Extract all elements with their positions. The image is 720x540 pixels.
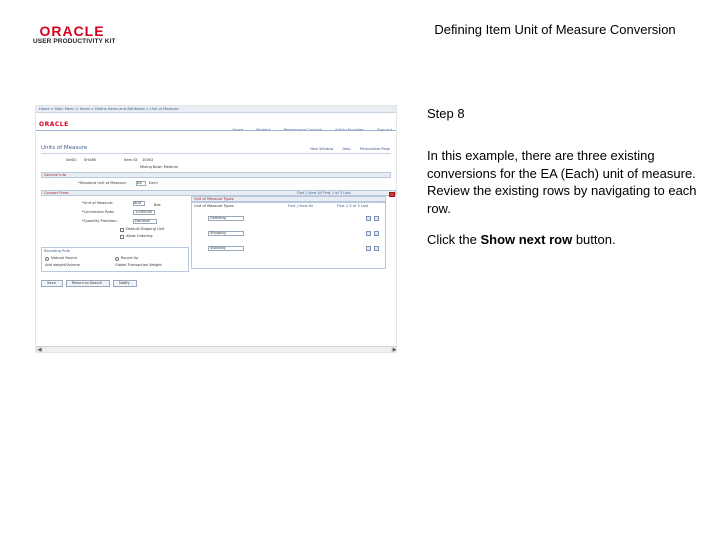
return-label: Return to Search [72,281,103,285]
setid-value: SHARE [84,158,97,162]
natural-round-radio[interactable] [45,257,49,261]
divider [36,130,397,131]
grid-nav[interactable]: Find | View All [288,204,313,208]
rounding-rule-box [41,247,189,272]
app-screenshot [35,105,397,353]
round-up-radio[interactable] [115,257,119,261]
std-uom-label: *Standard Unit of Measure: [78,181,127,185]
action-target: Show next row [480,232,573,247]
conv-rate-label: *Conversion Rate: [82,210,115,214]
natural-round-label: Natural Round [51,256,77,260]
breadcrumb-bar [36,106,397,113]
slide-title: Defining Item Unit of Measure Conversion [434,22,676,37]
setid-label: SetID: [66,158,77,162]
general-info-header [41,172,391,178]
round-up-label: Round Up [121,256,139,260]
itemid-value: 10002 [142,158,154,162]
convert-nav[interactable]: Find | View All First 1 of 3 Last [297,191,351,195]
allow-ordering-label: Allow Ordering [126,234,153,238]
grid-row-value: Ordering [210,216,226,220]
add-row-icon[interactable] [366,246,371,251]
action-suffix: button. [572,232,616,247]
uom-label: *Unit of Measure: [82,201,114,205]
std-uom-value: EA [137,181,142,185]
return-to-search-button[interactable] [66,280,110,287]
action-prefix: Click the [427,232,481,247]
delete-row-icon[interactable] [374,246,379,251]
app-brand: ORACLE [39,121,69,128]
grid-subtitle: Unit of Measure Types [194,204,234,208]
grid-title: Unit of Measure Types [194,197,234,201]
divider [41,153,391,154]
scroll-left-icon[interactable]: ◀ [37,347,42,353]
global-nav [224,116,392,135]
new-window-link[interactable]: New Window [310,147,334,151]
add-row-icon[interactable] [366,231,371,236]
oracle-upk-logo [33,24,123,48]
save-label: Save [47,281,56,285]
default-shipping-label: Default Shipping Unit [126,227,165,231]
breadcrumb[interactable]: Home > Main Menu > Items > Define Items and Attributes > Unit of Measure [39,107,179,111]
qty-precision-label: *Quantity Precision: [82,219,118,223]
grid-count[interactable]: First 1-3 of 3 Last [337,204,369,208]
uom-desc: Box [154,203,161,207]
rounding-title: Rounding Rule [44,249,70,253]
delete-row-icon[interactable] [374,231,379,236]
help-link[interactable]: Help [342,147,351,151]
rounding-desc-1: Add weight/Volume [45,263,80,267]
uom-value: BOX [134,201,142,205]
action-text [427,231,697,249]
logo-tagline: USER PRODUCTIVITY KIT [33,38,116,45]
instruction-text: In this example, there are three existing conversions for the EA (Each) unit of measure. Review the existing rows by navigating to each row. [427,148,697,216]
page-links [306,135,390,154]
item-description: Mixing Bowl, Medium [140,165,179,169]
personalize-link[interactable]: Personalize Page [359,147,390,151]
logo-brand: ORACLE [39,23,105,39]
section-title: Convert From: [44,191,70,195]
grid-row-value: Stocking [210,246,226,250]
horizontal-scrollbar[interactable] [36,346,397,353]
std-uom-desc: Each [149,181,158,185]
section-title: General Info [44,173,67,177]
page-title: Units of Measure [41,145,88,151]
delete-row-icon[interactable] [374,216,379,221]
save-button[interactable] [41,280,63,287]
show-next-row-button[interactable] [389,192,395,197]
default-shipping-checkbox[interactable] [120,228,124,232]
notify-button[interactable] [113,280,137,287]
add-row-icon[interactable] [366,216,371,221]
itemid-label: Item ID: [124,158,139,162]
conv-rate-value: 1.000000 [135,210,153,214]
allow-ordering-checkbox[interactable] [120,235,124,239]
grid-row-value: Shipping [210,231,226,235]
notify-label: Notify [119,281,130,285]
scroll-right-icon[interactable]: ▶ [392,347,397,353]
step-number: Step 8 [427,106,465,121]
qty-precision-value: Decimal [135,219,150,223]
rounding-desc-2: Global Transaction Weight [115,263,162,267]
uom-types-grid [191,202,386,269]
